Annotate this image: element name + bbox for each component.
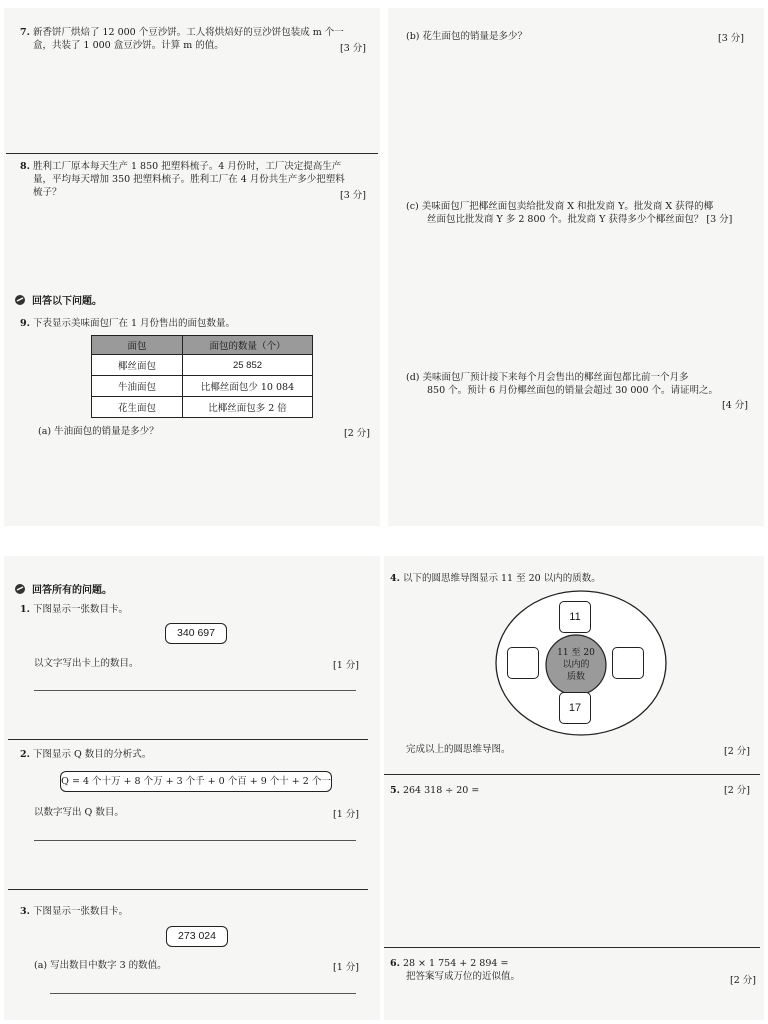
center-label — [548, 647, 604, 683]
question-number: 2. — [20, 749, 30, 760]
question-number: 9. — [20, 318, 30, 329]
prime-box-left-blank[interactable] — [507, 647, 539, 679]
number-card: 273 024 — [166, 926, 228, 947]
section-heading — [14, 581, 112, 596]
table-cell: 牛油面包 — [92, 376, 183, 397]
marks-label: [3 分] — [340, 43, 366, 54]
marks-label: [1 分] — [333, 809, 359, 820]
prime-box-right-blank[interactable] — [612, 647, 644, 679]
question-2 — [20, 748, 151, 761]
marks-label: [2 分] — [724, 785, 750, 796]
answer-line[interactable] — [34, 690, 356, 691]
question-7 — [20, 26, 370, 52]
table-header: 面包 — [92, 336, 183, 355]
number-card: 340 697 — [165, 623, 227, 644]
question-prompt: 完成以上的圆思维导图。 — [406, 744, 511, 755]
question-text: 264 318 ÷ 20 = — [402, 785, 480, 796]
center-line: 以内的 — [562, 660, 590, 670]
marks-label: [2 分] — [730, 975, 756, 986]
center-line: 质数 — [566, 672, 585, 682]
question-9d — [406, 371, 756, 397]
question-text: 把答案写成万位的近似值。 — [406, 971, 521, 982]
question-prompt: 以文字写出卡上的数目。 — [34, 658, 139, 669]
question-text: 量，平均每天增加 350 把塑料梳子。胜利工厂在 4 月份共生产多少把塑料 — [33, 174, 345, 185]
divider — [8, 739, 368, 740]
question-number: 3. — [20, 906, 30, 917]
heading-text: 回答以下问题。 — [32, 296, 102, 307]
question-text: 下图显示一张数目卡。 — [32, 906, 128, 917]
marks-label: [2 分] — [344, 428, 370, 439]
divider — [8, 889, 368, 890]
marks-label: [1 分] — [333, 962, 359, 973]
divider — [6, 153, 378, 154]
question-text: 新香饼厂烘焙了 12 000 个豆沙饼。工人将烘焙好的豆沙饼包装成 m 个一 — [32, 27, 344, 38]
marks-label: [1 分] — [333, 660, 359, 671]
heading-text: 回答所有的问题。 — [32, 585, 112, 596]
question-text: 丝面包比批发商 Y 多 2 800 个。批发商 Y 获得多少个椰丝面包？ [3 分] — [427, 214, 733, 225]
section-heading — [14, 292, 102, 307]
prime-box-bottom: 17 — [559, 692, 591, 724]
table-cell: 25 852 — [183, 355, 313, 376]
page-top-left — [4, 8, 380, 526]
table-header-row — [92, 336, 313, 355]
question-number: 6. — [390, 958, 400, 969]
table-header: 面包的数量（个） — [183, 336, 313, 355]
divider — [384, 774, 760, 775]
question-1 — [20, 603, 128, 616]
table-row — [92, 397, 313, 418]
table-row — [92, 355, 313, 376]
question-text: 28 × 1 754 + 2 894 = — [402, 958, 509, 969]
question-number: 1. — [20, 604, 30, 615]
question-number: 7. — [20, 27, 30, 38]
table-cell: 花生面包 — [92, 397, 183, 418]
question-4 — [390, 572, 601, 585]
question-text: 以下的圆思维导图显示 11 至 20 以内的质数。 — [402, 573, 601, 584]
marks-label: [3 分] — [340, 190, 366, 201]
question-9a: (a) 牛油面包的销量是多少？ — [38, 426, 159, 437]
question-text: 下图显示一张数目卡。 — [32, 604, 128, 615]
marks-label: [2 分] — [724, 746, 750, 757]
expanded-form-box: Q = 4 个十万 + 8 个万 + 3 个千 + 0 个百 + 9 个十 + 2 个一 — [60, 771, 332, 792]
question-number: 5. — [390, 785, 400, 796]
divider — [384, 947, 760, 948]
question-number: 8. — [20, 161, 30, 172]
answer-line[interactable] — [50, 993, 356, 994]
question-text: 盒，共装了 1 000 盒豆沙饼。计算 m 的值。 — [33, 40, 224, 51]
page-top-right — [388, 8, 764, 526]
question-text: (d) 美味面包厂预计接下来每个月会售出的椰丝面包都比前一个月多 — [406, 372, 689, 383]
question-6 — [390, 957, 730, 983]
question-text: 梳子？ — [33, 187, 62, 198]
pencil-hand-icon — [14, 583, 26, 595]
question-3 — [20, 905, 128, 918]
marks-label: [4 分] — [722, 400, 748, 411]
question-9b: (b) 花生面包的销量是多少？ — [406, 31, 528, 42]
answer-line[interactable] — [34, 840, 356, 841]
table-row — [92, 376, 313, 397]
marks-label: [3 分] — [718, 33, 744, 44]
question-3a: (a) 写出数目中数字 3 的数值。 — [34, 960, 167, 971]
question-text: 850 个。预计 6 月份椰丝面包的销量会超过 30 000 个。请证明之。 — [427, 385, 719, 396]
question-5 — [390, 784, 479, 797]
table-cell: 比椰丝面包少 10 084 — [183, 376, 313, 397]
prime-box-top: 11 — [559, 601, 591, 633]
question-text: 下表显示美味面包厂在 1 月份售出的面包数量。 — [32, 318, 236, 329]
question-text: 胜利工厂原本每天生产 1 850 把塑料梳子。4 月份时，工厂决定提高生产 — [32, 161, 342, 172]
question-text: (c) 美味面包厂把椰丝面包卖给批发商 X 和批发商 Y。批发商 X 获得的椰 — [406, 201, 714, 212]
question-9c — [406, 200, 756, 226]
question-number: 4. — [390, 573, 400, 584]
center-line: 11 至 20 — [557, 648, 595, 658]
question-text: 下图显示 Q 数目的分析式。 — [32, 749, 152, 760]
bread-sales-table — [91, 335, 313, 418]
question-prompt: 以数字写出 Q 数目。 — [34, 807, 124, 818]
question-9 — [20, 317, 370, 330]
table-cell: 比椰丝面包多 2 倍 — [183, 397, 313, 418]
question-8 — [20, 160, 370, 199]
pencil-hand-icon — [14, 294, 26, 306]
table-cell: 椰丝面包 — [92, 355, 183, 376]
